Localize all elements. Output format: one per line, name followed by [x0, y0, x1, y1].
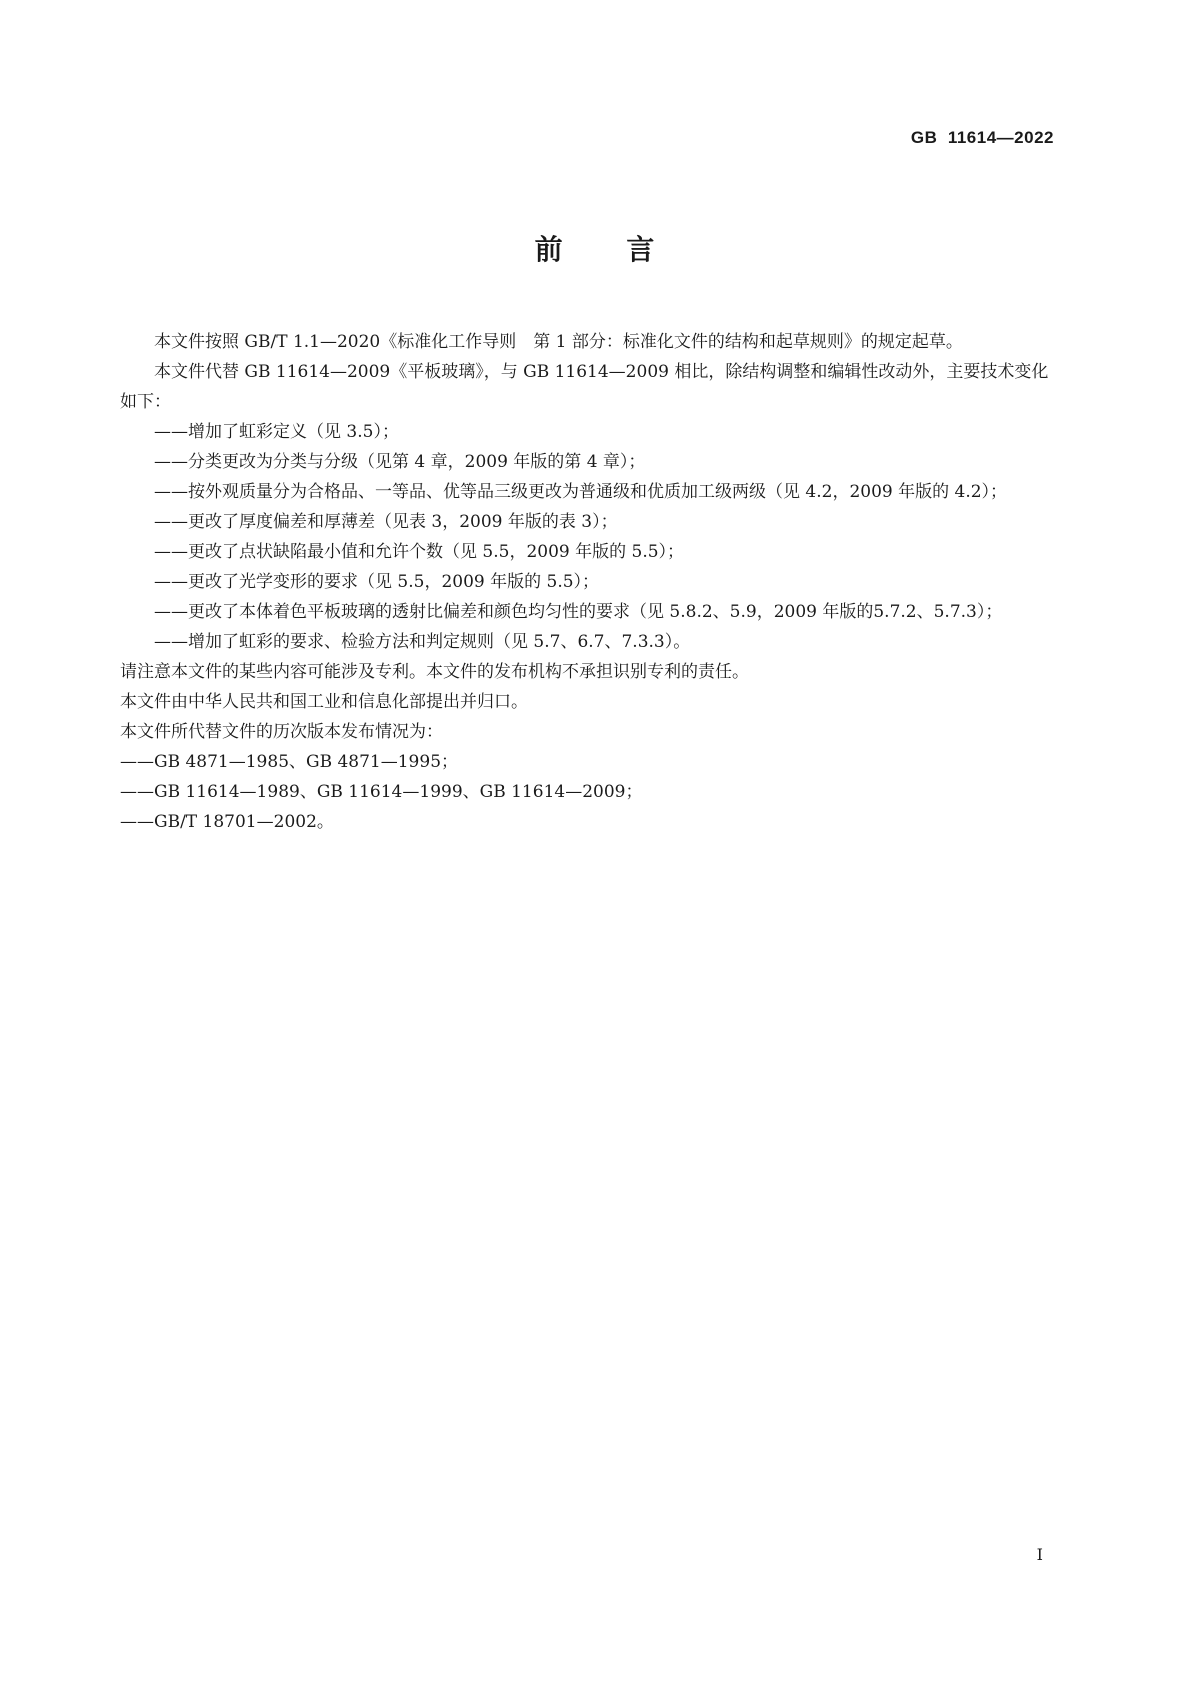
history-intro: 本文件所代替文件的历次版本发布情况为： [120, 722, 443, 742]
change-item: ——增加了虹彩定义（见 3.5）； [154, 422, 399, 442]
change-item: ——分类更改为分类与分级（见第 4 章，2009 年版的第 4 章）； [154, 452, 646, 472]
change-item: ——按外观质量分为合格品、一等品、优等品三级更改为普通级和优质加工级两级（见 4.2，2009 年版的 4.2）； [154, 482, 1008, 502]
page-number: I [1036, 1545, 1043, 1564]
paragraph-drafting-rules: 本文件按照 GB/T 1.1—2020《标准化工作导则 第 1 部分：标准化文件的结构和起草规则》的规定起草。 [154, 332, 963, 352]
proposer-statement: 本文件由中华人民共和国工业和信息化部提出并归口。 [120, 692, 528, 712]
change-item: ——增加了虹彩的要求、检验方法和判定规则（见 5.7、6.7、7.3.3）。 [154, 632, 691, 652]
page-title: 前 言 [534, 233, 657, 266]
history-item: ——GB 11614—1989、GB 11614—1999、GB 11614—2009； [120, 782, 643, 802]
standard-number: GB 11614—2022 [910, 128, 1054, 147]
change-item: ——更改了本体着色平板玻璃的透射比偏差和颜色均匀性的要求（见 5.8.2、5.9，2009 年版的5.7.2、5.7.3）； [154, 602, 1003, 622]
change-item: ——更改了厚度偏差和厚薄差（见表 3，2009 年版的表 3）； [154, 512, 618, 532]
history-item: ——GB 4871—1985、GB 4871—1995； [120, 752, 459, 772]
foreword-body [120, 327, 1062, 837]
change-item: ——更改了光学变形的要求（见 5.5，2009 年版的 5.5）； [154, 572, 600, 592]
history-item: ——GB/T 18701—2002。 [120, 812, 334, 832]
change-item: ——更改了点状缺陷最小值和允许个数（见 5.5，2009 年版的 5.5）； [154, 542, 685, 562]
paragraph-replacement: 本文件代替 GB 11614—2009《平板玻璃》，与 GB 11614—2009 相比，除结构调整和编辑性改动外，主要技术变化如下： [120, 362, 1049, 412]
patent-notice: 请注意本文件的某些内容可能涉及专利。本文件的发布机构不承担识别专利的责任。 [120, 662, 749, 682]
